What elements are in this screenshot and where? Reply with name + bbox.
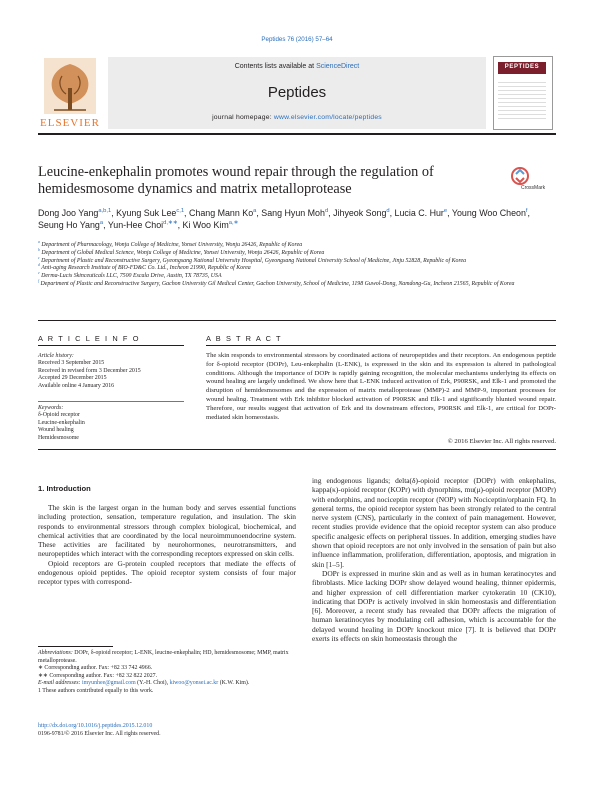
author-separator: , bbox=[103, 220, 108, 231]
author-separator: , bbox=[389, 208, 395, 218]
history-item: Accepted 29 December 2015 bbox=[38, 375, 107, 382]
author-affiliation-marker[interactable]: a,b,1 bbox=[98, 208, 112, 215]
author-name: Chang Mann Ko bbox=[188, 208, 254, 218]
email-owner-2: (K.W. Kim). bbox=[218, 680, 250, 687]
affiliation-item bbox=[38, 242, 556, 250]
abstract-rule bbox=[206, 345, 556, 346]
affiliation-marker: b bbox=[38, 247, 40, 252]
keyword-item: Hemidesmosome bbox=[38, 434, 79, 441]
keyword-list bbox=[38, 412, 184, 442]
affiliation-text: Department of Global Medical Science, Wonju College of Medicine, Yonsei University, Wonju 26426, Republic of Korea bbox=[39, 249, 325, 256]
keywords-label: Keywords: bbox=[38, 405, 64, 411]
intro-paragraph-1: The skin is the largest organ in the human body and serves essential functions including protection, sensation, temperature regulation, and insulation. The skin responds to environmental stressors through complex biological, biochemical, and chemical activities that are coordinated by the local neuroimmunoendocrine system. These activities are facilitated by neurohormones, neurotransmitters, and neuropeptides which interact with the corresponding receptors expressed on skin cells. bbox=[38, 503, 296, 559]
email-link-2[interactable]: kiwoo@yonsei.ac.kr bbox=[169, 680, 219, 687]
author-affiliation-marker[interactable]: a,∗ bbox=[228, 220, 239, 227]
author-affiliation-marker[interactable]: e bbox=[443, 208, 448, 215]
introduction-heading: 1. Introduction bbox=[38, 484, 91, 493]
issn-line: 0196-9781/© 2016 Elsevier Inc. All rights reserved. bbox=[38, 730, 161, 737]
author-separator: , bbox=[447, 208, 452, 218]
article-history bbox=[38, 353, 184, 390]
author-affiliation-marker[interactable]: c,1 bbox=[176, 208, 185, 215]
intro-paragraph-2-continued: ing endogenous ligands; delta(δ)-opioid receptor (DOPr) with enkephalins, kappa(κ)-opioid receptor (KOPr) with dynorphins, mu(μ)-opioid receptor (MOPr) with endorphins, and nociceptin receptor (NOP) with Nociceptin/orphanin FQ. In general terms, the opioid receptor system has been strongly related to the central nerve system (CNS), particularly in the context of pain management. However, recent studies provide evidence that the opioid receptor system can also produce specific analgesic effects on peripheral tissues. In addition, emerging studies have shown that opioid receptors are not only involved in the sensation of pain but also influence inflammation, proliferation, differentiation, apoptosis, and migration in skin [1–5]. bbox=[312, 476, 556, 569]
cover-title: PEPTIDES bbox=[504, 64, 540, 70]
affiliation-marker: c bbox=[38, 255, 40, 260]
article-title: Leucine-enkephalin promotes wound repair through the regulation of hemidesmosome dynamics and matrix metalloprotease bbox=[38, 164, 434, 197]
author-separator: , bbox=[177, 220, 183, 231]
corresponding-author-2: ∗∗ Corresponding author. Fax: +82 32 822 2027. bbox=[38, 672, 158, 679]
footnote-rule bbox=[38, 646, 113, 647]
article-info-heading: A R T I C L E I N F O bbox=[38, 334, 141, 343]
intro-paragraph-2: Opioid receptors are G-protein coupled receptors that mediate the effects of endogenous opioid peptides. The opioid receptor system consists of four major receptor types with correspond- bbox=[38, 558, 296, 587]
author-affiliation-marker[interactable]: f bbox=[525, 208, 528, 215]
author-name: Dong Joo Yang bbox=[38, 208, 99, 218]
journal-reference[interactable]: Peptides 76 (2016) 57–64 bbox=[261, 36, 333, 43]
affiliation-text: Department of Plastic and Reconstructive Surgery, Gachon University Gil Medical Center, Gachon University, School of Medicine, 1198 Guwol-Dong, Namdong-Gu, Incheon 21565, Republic of Korea bbox=[39, 280, 515, 287]
author-separator: , bbox=[527, 208, 530, 218]
contents-line bbox=[108, 63, 486, 70]
affiliation-marker: d bbox=[38, 263, 40, 268]
author-name: Yun-Hee Choi bbox=[107, 220, 164, 231]
author-affiliation-marker[interactable]: d bbox=[324, 208, 329, 215]
affiliation-marker: e bbox=[38, 271, 40, 276]
author-separator: , bbox=[184, 208, 189, 218]
affiliation-item bbox=[38, 281, 556, 289]
email-footnote bbox=[38, 680, 296, 688]
abstract-bottom-rule bbox=[38, 449, 556, 450]
doi-link[interactable]: http://dx.doi.org/10.1016/j.peptides.2015.12.010 bbox=[38, 723, 153, 729]
affiliation-text: Department of Pharmacology, Wonju College of Medicine, Yonsei University, Wonju 26426, Republic of Korea bbox=[39, 242, 303, 248]
abbreviations-text: DOPr, δ-opioid receptor; L-ENK, leucine-enkephalin; HD, hemidesmosome; MMP, matrix metalloprotease. bbox=[38, 650, 289, 664]
keywords-block bbox=[38, 405, 184, 442]
affiliation-marker: a bbox=[38, 240, 40, 245]
affiliation-text: Derma-Lucis Skinceuticals LLC, 7500 Escala Drive, Austin, TX 78735, USA bbox=[39, 273, 222, 280]
author-name: Seung Ho Yang bbox=[38, 220, 100, 231]
email-link-1[interactable]: imyunhee@gmail.com bbox=[81, 680, 136, 687]
article-info-rule bbox=[38, 345, 184, 346]
affiliation-list bbox=[38, 242, 556, 289]
author-name: Jihyeok Song bbox=[333, 208, 387, 218]
abbreviations-footnote bbox=[38, 650, 296, 665]
keyword-item: δ-Opioid receptor bbox=[38, 412, 80, 419]
info-divider bbox=[38, 320, 556, 321]
author-name: Young Woo Cheon bbox=[451, 208, 526, 218]
affiliation-marker: f bbox=[38, 279, 40, 284]
history-label: Article history: bbox=[38, 353, 74, 359]
email-label: E-mail addresses: bbox=[38, 680, 81, 687]
equal-contribution-note: 1 These authors contributed equally to this work. bbox=[38, 687, 154, 694]
author-affiliation-marker[interactable]: d,∗∗ bbox=[163, 220, 178, 227]
email-owner-1: (Y.-H. Choi), bbox=[135, 680, 170, 687]
intro-paragraph-3: DOPr is expressed in murine skin and as well as in human keratinocytes and fibroblasts. Mice lacking DOPr show delayed wound healing, thinner epidermis, and higher expression of cell differentiation marker cytokeratin 10 (CK10), indicating that DOPr is actively involved in skin homeostasis and differentiation [6]. Moreover, a recent study has revealed that DOPr affects the migration of human keratinocytes by modulating cell adhesion, which is accountable for the delayed wound healing in DOPr knockout mice [7]. It is believed that DOPr exerts its effects on skin homeostasis through the bbox=[312, 568, 556, 644]
homepage-prefix: journal homepage: bbox=[212, 114, 274, 121]
author-name: Lucia C. Hur bbox=[394, 208, 444, 218]
footnotes bbox=[38, 650, 296, 696]
history-item: Available online 4 January 2016 bbox=[38, 382, 115, 389]
abstract-copyright: © 2016 Elsevier Inc. All rights reserved. bbox=[447, 438, 556, 445]
journal-name: Peptides bbox=[267, 84, 327, 101]
author-separator: , bbox=[328, 208, 334, 218]
author-affiliation-marker[interactable]: a bbox=[99, 220, 104, 227]
sciencedirect-link[interactable]: ScienceDirect bbox=[316, 63, 360, 70]
header-divider bbox=[38, 133, 556, 135]
author-separator: , bbox=[256, 208, 262, 218]
abstract-text: The skin responds to environmental stressors by coordinated actions of neuropeptides and their receptors. An endogenous peptide for δ-opioid receptor (DOPr), Leu-enkephalin (L-ENK), is expressed in the skin and its expression is altered in pathological conditions. Although the importance of DOPr is rapidly gaining recognition, the molecular mechanisms underlying its effects on wound healing are largely undefined. We show here that L-ENK induced activation of Erk, P90RSK, and Elk-1 and promoted the disruption of hemidesmosomes and the expression of matrix metalloprotease (MMP)-2 and MMP-9, important processes for wound healing. Treatment with Erk inhibitor blocked activation of P90RSK and Elk-1 and significantly blunted wound repair. Therefore, our results suggest that activation of Erk and its downstream effectors, P90RSK and Elk-1, are critical for DOPr-mediated skin homeostasis. bbox=[206, 352, 556, 421]
journal-cover-thumbnail[interactable] bbox=[493, 56, 553, 130]
abstract-heading: A B S T R A C T bbox=[206, 334, 283, 343]
elsevier-wordmark: ELSEVIER bbox=[40, 117, 100, 129]
left-column bbox=[38, 503, 296, 587]
author-name: Ki Woo Kim bbox=[182, 220, 229, 231]
author-affiliation-marker[interactable]: a bbox=[253, 208, 257, 215]
history-item: Received in revised form 3 December 2015 bbox=[38, 367, 141, 374]
affiliation-text: Department of Plastic and Reconstructive Surgery, Gyeongsang National University Hospital, Gyeongsang National University School of Medicine, Jinju 52828, Republic of Korea bbox=[39, 257, 467, 264]
contents-prefix: Contents lists available at bbox=[234, 63, 317, 70]
crossmark-label: CrossMark bbox=[521, 185, 546, 191]
author-name: Sang Hyun Moh bbox=[261, 208, 325, 218]
keyword-item: Wound healing bbox=[38, 427, 74, 434]
abbreviations-label: Abbreviations: bbox=[38, 650, 73, 656]
history-item: Received 3 September 2015 bbox=[38, 360, 105, 367]
history-list bbox=[38, 360, 184, 390]
keyword-item: Leucine-enkephalin bbox=[38, 419, 85, 426]
author-separator: , bbox=[111, 208, 117, 218]
homepage-link[interactable]: www.elsevier.com/locate/peptides bbox=[273, 114, 382, 121]
affiliation-item bbox=[38, 247, 556, 258]
affiliation-text: Anti-aging Research Institute of BIO-FD&C Co. Ltd., Incheon 21990, Republic of Korea bbox=[39, 265, 251, 272]
right-column bbox=[312, 476, 556, 643]
author-list bbox=[38, 207, 556, 232]
doi-block bbox=[38, 723, 296, 739]
author-affiliation-marker[interactable]: d bbox=[386, 208, 390, 215]
corresponding-author-1: ∗ Corresponding author. Fax: +82 33 742 4966. bbox=[38, 665, 153, 672]
cover-body bbox=[498, 79, 546, 119]
author-name: Kyung Suk Lee bbox=[116, 208, 177, 218]
homepage-line bbox=[108, 114, 486, 121]
